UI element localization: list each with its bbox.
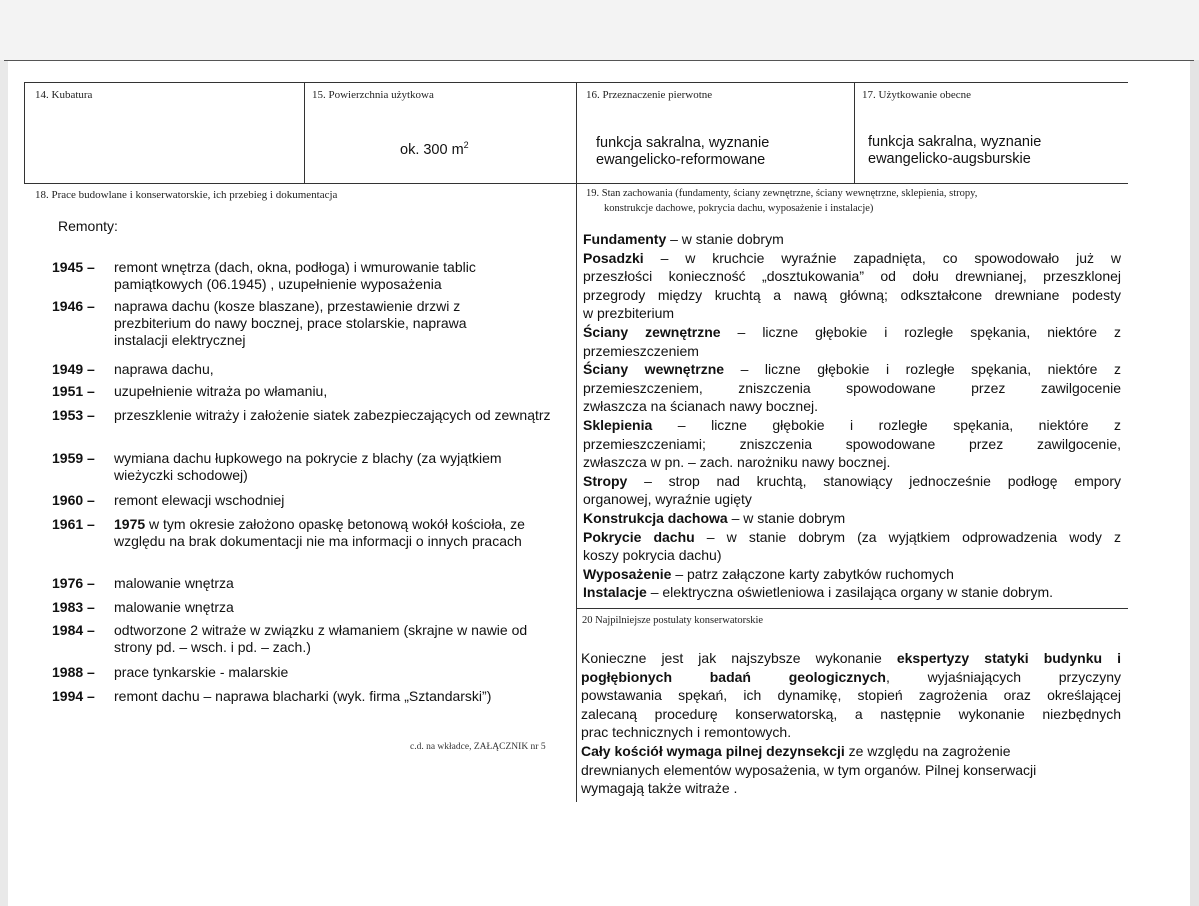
- posadzki-line-1: Posadzki – w kruchcie wyraźnie zapadnięta, co spowodowało już w: [583, 249, 1121, 266]
- section20-body: [581, 649, 1121, 798]
- entry-1984-text: odtworzone 2 witraże w związku z włamaniem (skrajne w nawie od strony pd. – wsch. i pd. – zach.): [114, 622, 528, 655]
- entry-1945-text: remont wnętrza (dach, okna, podłoga) i wmurowanie tablic pamiątkowych (06.1945) , uzupełnienie wyposażenia: [114, 259, 476, 292]
- postulat1-line-1: Konieczne jest jak najszybsze wykonanie ekspertyzy statyki budynku i: [581, 650, 1121, 666]
- sklepienia-line-1: Sklepienia – liczne głębokie i rozległe spękania, niektóre z: [583, 416, 1121, 433]
- postulat1-line-5: prac technicznych i remontowych.: [581, 724, 792, 741]
- sciany-wewn-line-2: przemieszczeniem, zniszczenia spowodowane przez zawilgocenie: [583, 379, 1121, 396]
- year-1994: 1994 –: [52, 688, 95, 704]
- year-1951: 1951 –: [52, 383, 95, 399]
- postulat1-line-4: zalecaną procedurę konserwatorską, a następnie wykonanie niezbędnych: [581, 705, 1121, 722]
- continuation-note: c.d. na wkładce, ZAŁĄCZNIK nr 5: [410, 742, 546, 752]
- entry-1976-text: malowanie wnętrza: [114, 575, 234, 591]
- sklepienia-line-2: przemieszczeniami; zniszczenia spowodowane przez zawilgocenie,: [583, 435, 1121, 452]
- przeznaczenie-label: 16. Przeznaczenie pierwotne: [586, 89, 713, 101]
- entry-1961-text: 1975 w tym okresie założono opaskę betonową wokół kościoła, ze względu na brak dokumentacji nie ma informacji o innych pracach: [114, 516, 525, 549]
- scan-top-margin: [0, 0, 1199, 60]
- grid-section20-divider: [576, 608, 1128, 609]
- entry-1951-text: uzupełnienie witraża po włamaniu,: [114, 383, 328, 399]
- entry-1949-text: naprawa dachu,: [114, 361, 214, 377]
- section19-label-line2: konstrukcje dachowe, pokrycia dachu, wyposażenie i instalacje): [604, 203, 874, 214]
- year-1949: 1949 –: [52, 361, 95, 377]
- stropy-line-1: Stropy – strop nad kruchtą, stanowiący jednocześnie podłogę empory: [583, 472, 1121, 489]
- posadzki-line-2: przeszłości konieczność „dosztukowania” od dołu drewnianej, przeszklonej: [583, 268, 1121, 285]
- powierzchnia-label: 15. Powierzchnia użytkowa: [312, 89, 434, 101]
- year-1961: 1961 –: [52, 516, 95, 532]
- stropy-line-2: organowej, wyraźnie ugięty: [583, 491, 752, 508]
- postulat1-line-3: powstawania spękań, ich dynamikę, stopień zagrożenia oraz określającej: [581, 687, 1121, 704]
- pokrycie-line-1: Pokrycie dachu – w stanie dobrym (za wyjątkiem odprowadzenia wody z: [583, 528, 1121, 545]
- section18-label: 18. Prace budowlane i konserwatorskie, ich przebieg i dokumentacja: [35, 189, 338, 201]
- year-1959: 1959 –: [52, 450, 95, 466]
- sciany-zewn-line-1: Ściany zewnętrzne – liczne głębokie i rozległe spękania, niektóre z: [583, 323, 1121, 340]
- kubatura-label: 14. Kubatura: [35, 89, 93, 101]
- entry-1946-text: naprawa dachu (kosze blaszane), przestawienie drzwi z prezbiterium do nawy bocznej, prace stolarskie, naprawa instalacji elektrycznej: [114, 298, 467, 348]
- entry-1953-text: przeszklenie witraży i założenie siatek zabezpieczających od zewnątrz: [114, 407, 551, 423]
- top-perforation-line: [4, 60, 1194, 61]
- uzytkowanie-label: 17. Użytkowanie obecne: [862, 89, 972, 101]
- sklepienia-line-3: zwłaszcza w pn. – zach. narożniku nawy bocznej.: [583, 454, 891, 471]
- section20-label: 20 Najpilniejsze postulaty konserwatorskie: [582, 615, 764, 626]
- year-1984: 1984 –: [52, 622, 95, 638]
- konstrukcja-line: Konstrukcja dachowa – w stanie dobrym: [583, 509, 846, 526]
- year-1960: 1960 –: [52, 492, 95, 508]
- entry-1959-text: wymiana dachu łupkowego na pokrycie z blachy (za wyjątkiem wieżyczki schodowej): [114, 450, 502, 483]
- section19-label-line1: 19. Stan zachowania (fundamenty, ściany zewnętrzne, ściany wewnętrzne, sklepienia, stropy,: [586, 188, 978, 199]
- postulat2-line-3: wymagają także witraże .: [581, 780, 738, 797]
- entry-1988-text: prace tynkarskie - malarskie: [114, 664, 289, 680]
- pokrycie-line-2: koszy pokrycia dachu): [583, 547, 722, 564]
- grid-col-divider-2: [576, 82, 577, 802]
- przeznaczenie-value: funkcja sakralna, wyznanie ewangelicko-reformowane: [596, 135, 770, 168]
- scan-right-margin: [1190, 60, 1199, 906]
- posadzki-line-4: w prezbiterium: [583, 305, 675, 322]
- fundamenty-line: Fundamenty – w stanie dobrym: [583, 231, 784, 247]
- scan-left-margin: [0, 60, 8, 906]
- sciany-wewn-line-1: Ściany wewnętrzne – liczne głębokie i rozległe spękania, niektóre z: [583, 361, 1121, 378]
- grid-col-divider-1: [304, 82, 305, 183]
- year-1953: 1953 –: [52, 407, 95, 423]
- entry-1983-text: malowanie wnętrza: [114, 599, 234, 615]
- instalacje-line: Instalacje – elektryczna oświetleniowa i zasilająca organy w stanie dobrym.: [583, 584, 1054, 601]
- uzytkowanie-value: funkcja sakralna, wyznanie ewangelicko-augsburskie: [868, 134, 1042, 167]
- postulat1-line-2: pogłębionych badań geologicznych, wyjaśniających przyczyny: [581, 668, 1121, 685]
- sciany-wewn-line-3: zwłaszcza na ścianach nawy bocznej.: [583, 398, 819, 415]
- postulat2-line-1: Cały kościół wymaga pilnej dezynsekcji ze względu na zagrożenie: [581, 742, 1011, 759]
- postulat2-line-2: drewnianych elementów wyposażenia, w tym organów. Pilnej konserwacji: [581, 761, 1037, 778]
- year-1976: 1976 –: [52, 575, 95, 591]
- entry-1961-range-end: 1975: [114, 516, 146, 532]
- year-1983: 1983 –: [52, 599, 95, 615]
- year-1946: 1946 –: [52, 298, 95, 314]
- powierzchnia-value: ok. 300 $m^2$: [400, 140, 469, 158]
- section19-body: [583, 230, 1121, 602]
- posadzki-line-3: przegrody między kruchtą a nawą główną; odkształcone drewniane podesty: [583, 286, 1121, 303]
- entry-1994-text: remont dachu – naprawa blacharki (wyk. firma „Sztandarski”): [114, 688, 492, 704]
- grid-col-divider-3: [854, 82, 855, 183]
- year-1988: 1988 –: [52, 664, 95, 680]
- sciany-zewn-line-2: przemieszczeniem: [583, 342, 699, 359]
- grid-left-line: [24, 82, 25, 183]
- year-1945: 1945 –: [52, 259, 95, 275]
- entry-1960-text: remont elewacji wschodniej: [114, 492, 285, 508]
- wyposazenie-line: Wyposażenie – patrz załączone karty zabytków ruchomych: [583, 565, 954, 582]
- remonty-subtitle: Remonty:: [58, 218, 118, 234]
